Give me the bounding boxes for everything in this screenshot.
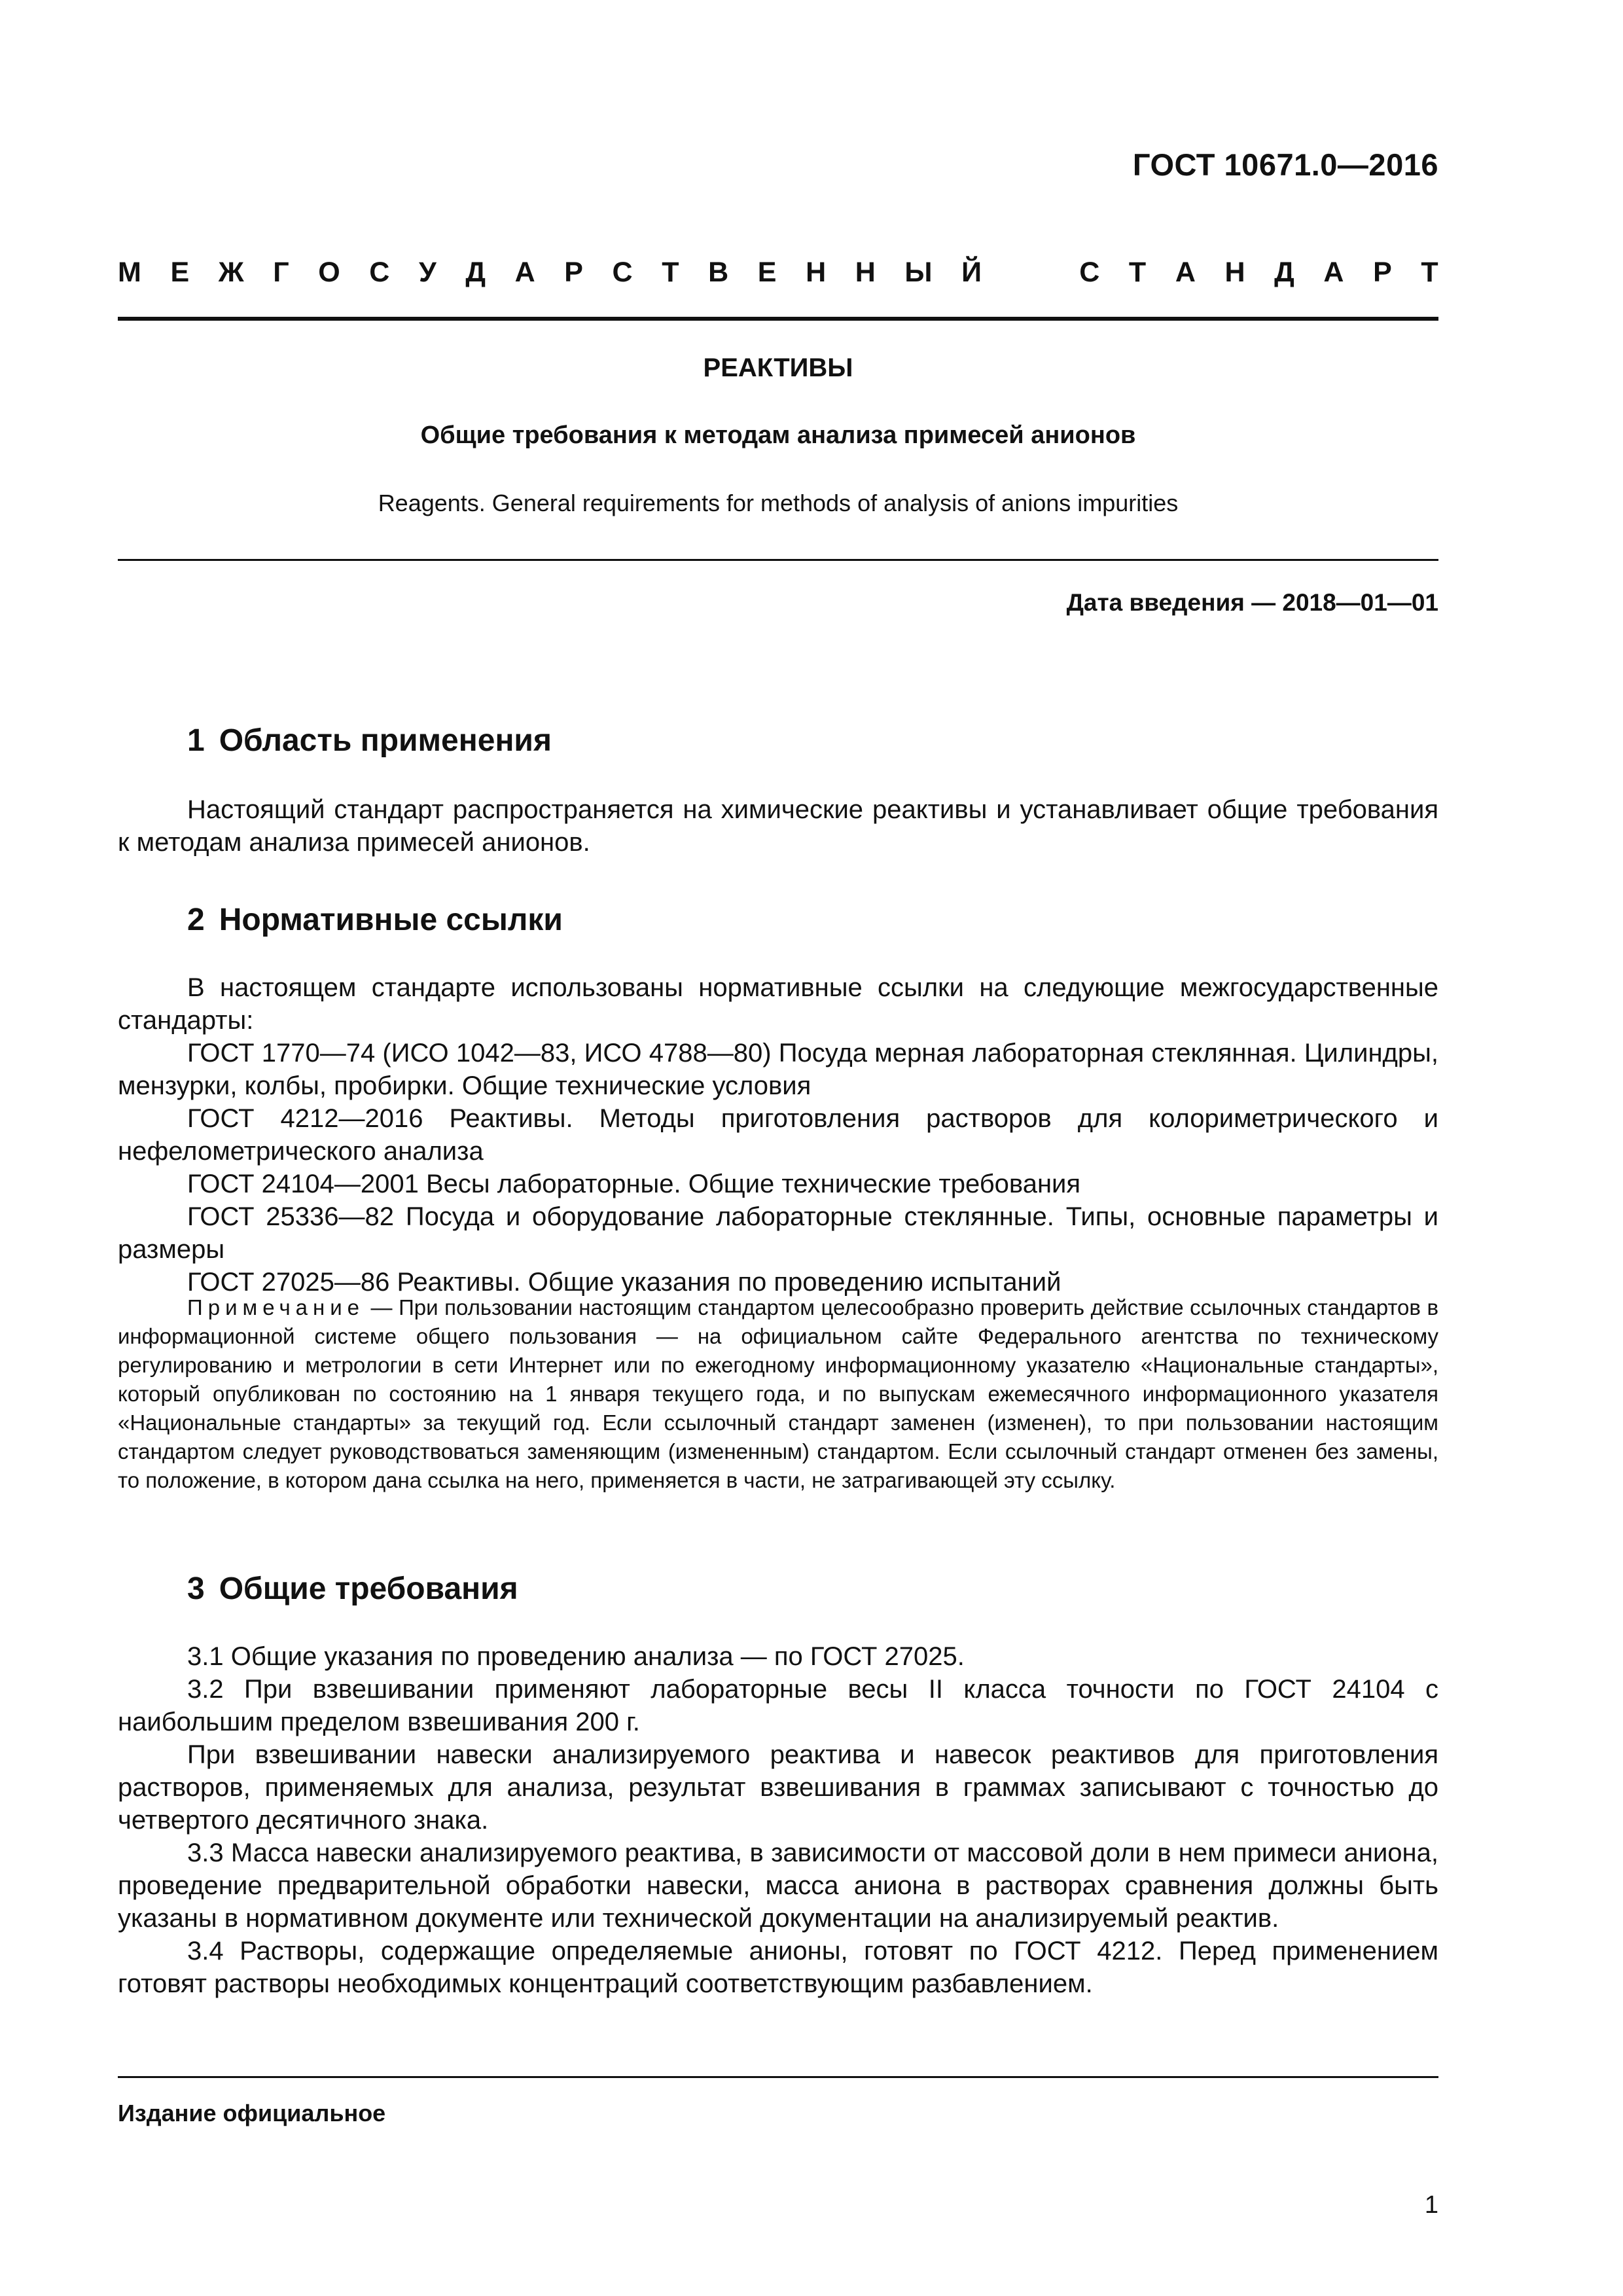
section-2-heading	[187, 902, 563, 938]
banner-letter: Й	[961, 257, 982, 288]
banner-letter: С	[612, 257, 633, 288]
banner-letter: М	[118, 257, 141, 288]
banner-letter: С	[1079, 257, 1100, 288]
document-title: РЕАКТИВЫ	[703, 353, 853, 382]
banner-word-gap	[1011, 257, 1050, 289]
paragraph: В настоящем стандарте использованы нормативные ссылки на следующие межгосударственные стандарты:	[118, 973, 1438, 1035]
section-3-heading	[187, 1571, 518, 1607]
banner-letter: А	[514, 257, 535, 288]
note-text: — При пользовании настоящим стандартом целесообразно проверить действие ссылочных стандартов в информационной системе общего пользования — на официальном сайте Федерального агентства по техническому регулированию и метрологии в сети Интернет или по ежегодному информационному указателю «Национальные стандарты», который опубликован по состоянию на 1 января текущего года, и по выпускам ежемесячного информационного указателя «Национальные стандарты» за текущий год. Если ссылочный стандарт заменен (изменен), то при пользовании настоящим стандартом следует руководствоваться заменяющим (измененным) стандартом. Если ссылочный стандарт отменен без замены, то положение, в котором дана ссылка на него, применяется в части, не затрагивающей эту ссылку.	[118, 1295, 1438, 1492]
banner-letter: С	[369, 257, 390, 288]
section-1-body	[118, 793, 1438, 859]
section-title: Нормативные ссылки	[219, 903, 563, 937]
banner-letter: А	[1175, 257, 1196, 288]
reference-item: ГОСТ 25336—82 Посуда и оборудование лабораторные стеклянные. Типы, основные параметры и размеры	[118, 1202, 1438, 1264]
banner-letter: Е	[757, 257, 777, 288]
reference-note	[118, 1293, 1438, 1495]
reference-item: ГОСТ 24104—2001 Весы лабораторные. Общие технические требования	[187, 1170, 1081, 1198]
standard-code: ГОСТ 10671.0—2016	[1132, 147, 1438, 182]
banner-letter: Н	[1224, 257, 1245, 288]
banner-letter: А	[1323, 257, 1344, 288]
page-number: 1	[1424, 2191, 1438, 2219]
reference-item: ГОСТ 4212—2016 Реактивы. Методы приготовления растворов для колориметрического и нефелометрического анализа	[118, 1104, 1438, 1166]
paragraph: 3.2 При взвешивании применяют лабораторные весы II класса точности по ГОСТ 24104 с наибольшим пределом взвешивания 200 г.	[118, 1675, 1438, 1736]
section-number: 2	[187, 903, 205, 937]
banner-letter: Ы	[904, 257, 933, 288]
banner-letter: Р	[564, 257, 583, 288]
reference-item: ГОСТ 1770—74 (ИСО 1042—83, ИСО 4788—80) Посуда мерная лабораторная стеклянная. Цилиндры, мензурки, колбы, пробирки. Общие технические условия	[118, 1039, 1438, 1100]
section-number: 1	[187, 723, 205, 758]
banner-letter: О	[318, 257, 340, 288]
introduction-date: Дата введения — 2018—01—01	[1066, 589, 1438, 616]
paragraph: 3.1 Общие указания по проведению анализа — по ГОСТ 27025.	[187, 1642, 965, 1671]
section-1-heading	[187, 723, 552, 759]
paragraph: Настоящий стандарт распространяется на химические реактивы и устанавливает общие требования к методам анализа примесей анионов.	[118, 795, 1438, 857]
section-3-body	[118, 1640, 1438, 2000]
banner-letter: Ж	[218, 257, 244, 288]
section-title: Область применения	[219, 723, 552, 758]
paragraph: При взвешивании навески анализируемого реактива и навесок реактивов для приготовления растворов, применяемых для анализа, результат взвешивания в граммах записывают с точностью до четвертого десятичного знака.	[118, 1740, 1438, 1835]
reference-item: ГОСТ 27025—86 Реактивы. Общие указания по проведению испытаний	[187, 1268, 1061, 1297]
banner-letter: Д	[1274, 257, 1294, 288]
banner-letter: Е	[170, 257, 190, 288]
english-title: Reagents. General requirements for methods of analysis of anions impurities	[378, 490, 1179, 516]
section-title: Общие требования	[219, 1571, 518, 1606]
interstate-standard-banner	[118, 257, 1438, 289]
footer-rule	[118, 2076, 1438, 2078]
note-label: Примечание	[187, 1295, 365, 1319]
top-rule	[118, 317, 1438, 321]
official-edition-label: Издание официальное	[118, 2100, 386, 2126]
note-paragraph	[118, 1293, 1438, 1495]
section-2-body	[118, 971, 1438, 1299]
banner-letter: Т	[662, 257, 679, 288]
banner-letter: Н	[806, 257, 827, 288]
document-subtitle: Общие требования к методам анализа примесей анионов	[420, 422, 1136, 449]
paragraph: 3.3 Масса навески анализируемого реактива, в зависимости от массовой доли в нем примеси аниона, проведение предварительной обработки навески, масса аниона в растворах сравнения должны быть указаны в нормативном документе или технической документации на анализируемый реактив.	[118, 1839, 1438, 1933]
banner-letter: Т	[1128, 257, 1147, 288]
banner-letter: Р	[1373, 257, 1392, 288]
banner-letter: Т	[1421, 257, 1438, 288]
banner-letter: Н	[855, 257, 876, 288]
section-number: 3	[187, 1571, 205, 1606]
banner-letter: У	[418, 257, 437, 288]
banner-letter: Г	[273, 257, 289, 288]
paragraph: 3.4 Растворы, содержащие определяемые анионы, готовят по ГОСТ 4212. Перед применением готовят растворы необходимых концентраций соответствующим разбавлением.	[118, 1937, 1438, 1998]
banner-letter: Д	[465, 257, 486, 288]
title-bottom-rule	[118, 559, 1438, 561]
banner-letter: В	[708, 257, 729, 288]
